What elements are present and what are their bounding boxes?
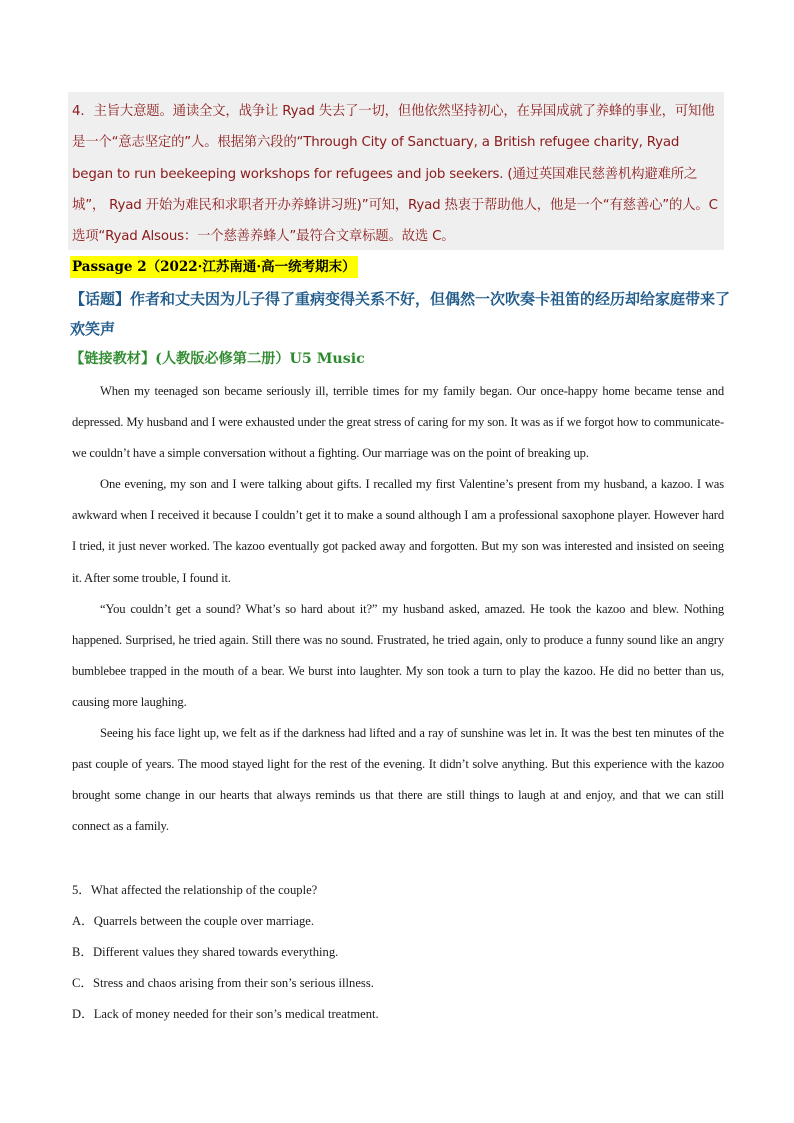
option-a[interactable]: A．Quarrels between the couple over marriage.	[72, 914, 314, 928]
option-c[interactable]: C．Stress and chaos arising from their son’s serious illness.	[72, 976, 374, 990]
answer-explanation: 4．主旨大意题。通读全文，战争让 Ryad 失去了一切，但他依然坚持初心，在异国成就了养蜂的事业，可知他是一个“意志坚定的”人。根据第六段的“Through City of Sanctuary, a British refugee charity, Ryad began to run beekeeping workshops for refugees and job seekers. (通过英国难民慈善机构避难所之城”， Ryad 开始为难民和求职者开办养蜂讲习班)”可知，Ryad 热衷于帮助他人，他是一个“有慈善心”的人。C 选项“Ryad Alsous：一个慈善养蜂人”最符合文章标题。故选 C。	[72, 104, 718, 245]
option-d[interactable]: D．Lack of money needed for their son’s medical treatment.	[72, 1007, 379, 1021]
option-b[interactable]: B．Different values they shared towards everything.	[72, 945, 339, 959]
topic-heading: 【话题】作者和丈夫因为儿子得了重病变得关系不好，但偶然一次吹奏卡祖笛的经历却给家庭带来了欢笑声	[70, 290, 731, 338]
paragraph: “You couldn’t get a sound? What’s so hard about it?” my husband asked, amazed. He took the kazoo and blew. Nothing happened. Surprised, he tried again. Still there was no sound. Frustrated, he tried again, only to produce a funny sound like an angry bumblebee trapped in the mouth of a bear. We burst into laughter. My son took a turn to play the kazoo. He did no better than us, causing more laughing.	[72, 601, 724, 709]
passage-title: Passage 2（2022·江苏南通·高一统考期末）	[70, 256, 358, 278]
textbook-link: 【链接教材】(人教版必修第二册）U5 Music	[70, 351, 365, 367]
passage-body	[72, 376, 724, 842]
paragraph: Seeing his face light up, we felt as if the darkness had lifted and a ray of sunshine was let in. It was the best ten minutes of the past couple of years. The mood stayed light for the rest of the evening. It didn’t solve anything. But this experience with the kazoo brought some change in our hearts that always reminds us that there are still things to laugh at and enjoy, and that we can still connect as a family.	[72, 726, 724, 834]
paragraph: One evening, my son and I were talking about gifts. I recalled my first Valentine’s present from my husband, a kazoo. I was awkward when I received it because I couldn’t get it to make a sound although I am a professional saxophone player. However hard I tried, it just never worked. The kazoo eventually got packed away and forgotten. But my son was interested and insisted on seeing it. After some trouble, I found it.	[72, 477, 724, 585]
question-stem: 5．What affected the relationship of the couple?	[72, 883, 318, 897]
paragraph: When my teenaged son became seriously ill, terrible times for my family began. Our once-happy home became tense and depressed. My husband and I were exhausted under the great stress of caring for my son. It was as if we forgot how to communicate-we couldn’t have a simple conversation without a fighting. Our marriage was on the point of breaking up.	[72, 384, 724, 461]
